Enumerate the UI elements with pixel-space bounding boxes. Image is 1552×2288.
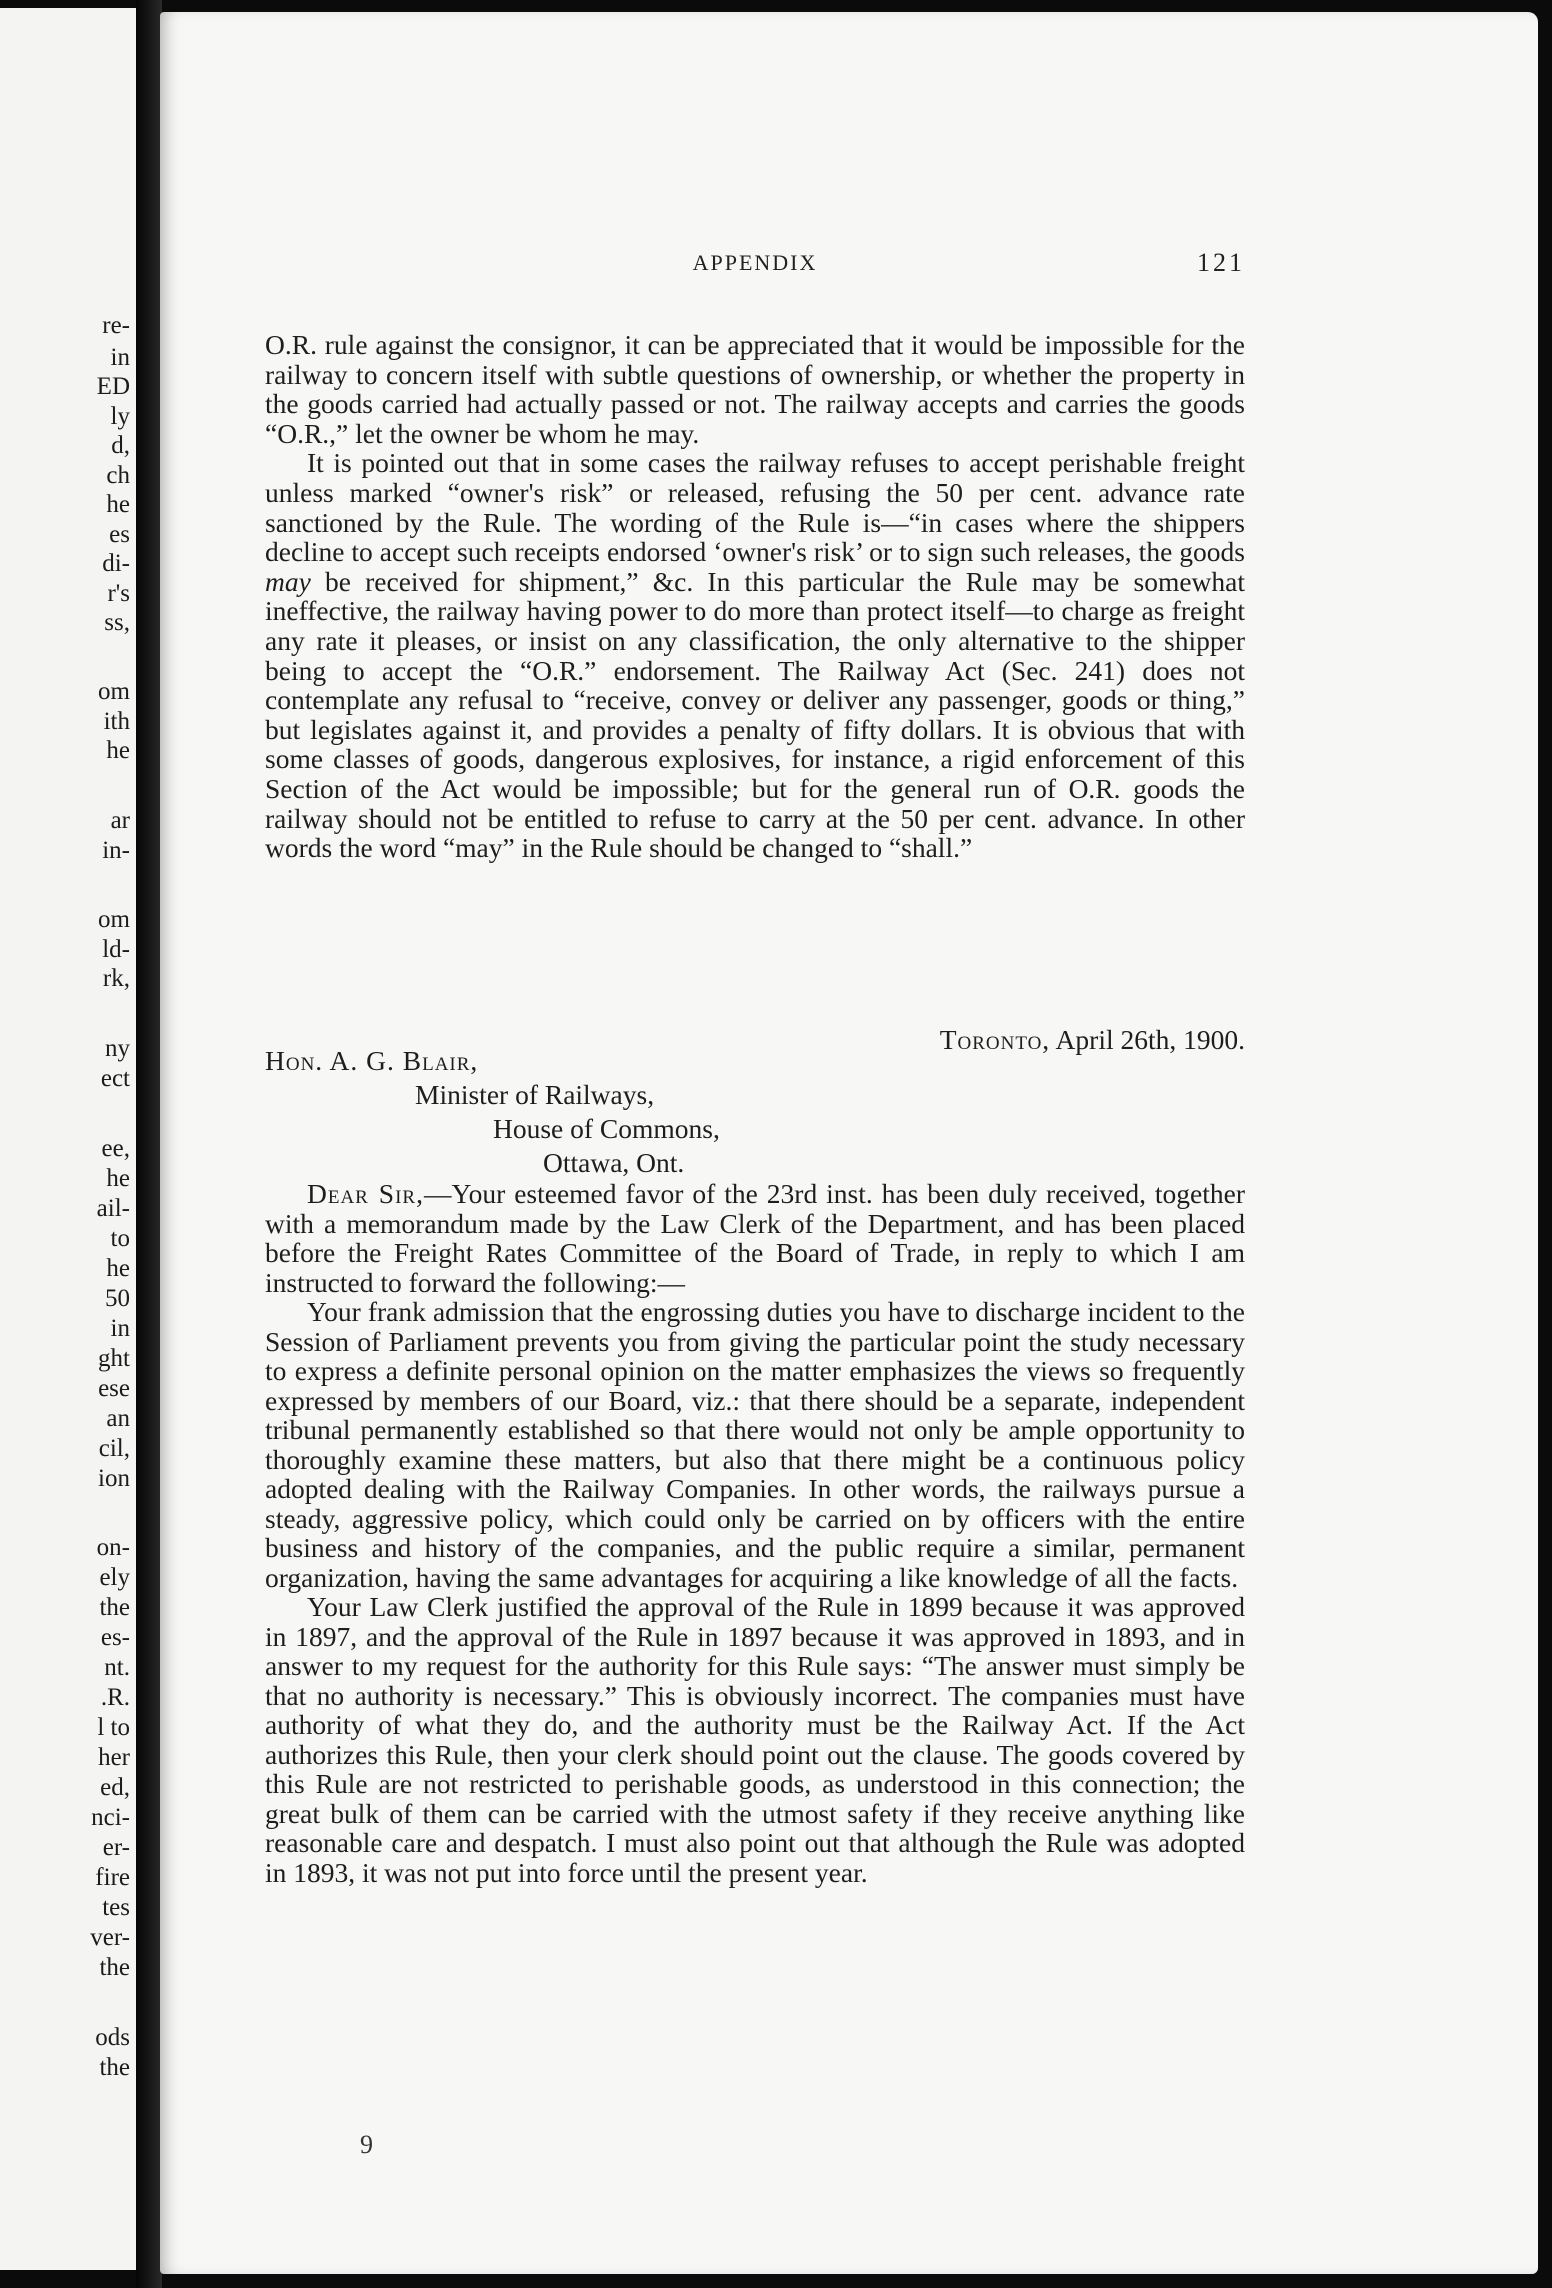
facing-page-text-fragment: ly xyxy=(110,403,130,430)
facing-page-text-fragment: ver- xyxy=(90,1924,130,1951)
facing-page-text-fragment: re- xyxy=(102,312,130,339)
facing-page-text-fragment: l to xyxy=(97,1714,130,1741)
salutation: Dear Sir, xyxy=(307,1178,424,1209)
inside-address xyxy=(265,1044,1245,1180)
facing-page-text-fragment: ect xyxy=(100,1065,130,1092)
facing-page-text-fragment: es xyxy=(109,521,130,548)
book-gutter xyxy=(136,0,162,2288)
facing-page-text-fragment: her xyxy=(98,1744,130,1771)
facing-page-text-fragment: d, xyxy=(111,432,130,459)
page-number: 121 xyxy=(1197,248,1245,277)
facing-page-text-fragment: ee, xyxy=(101,1135,130,1162)
signature-mark: 9 xyxy=(360,2130,373,2159)
facing-page-text-fragment: to xyxy=(110,1225,130,1252)
paragraph-continued: O.R. rule against the consignor, it can be appreciated that it would be impossible for the railway to concern itself with subtle questions of ownership, or whether the property in the goods carried had actually passed or not. The railway accepts and carries the goods “O.R.,” let the owner be whom he may. xyxy=(265,329,1245,449)
facing-page-text-fragment: the xyxy=(99,1954,130,1981)
facing-page-text-fragment: an xyxy=(106,1405,130,1432)
paragraph-text-part: be received for shipment,” &c. In this particular the Rule may be somewhat ineffective, the railway having power to do more than protect itself—to charge as freight any rate it pleases, or insist on any classification, the only alternative to the shipper being to accept the “O.R.” endorsement. The Railway Act (Sec. 241) does not contemplate any refusal to “receive, convey or deliver any passenger, goods or thing,” but legislates against it, and provides a penalty of fifty dollars. It is obvious that with some classes of goods, dangerous explosives, for instance, a rigid enforcement of this Section of the Act would be impossible; but for the general run of O.R. goods the railway should not be entitled to refuse to carry at the 50 per cent. advance. In other words the word “may” in the Rule should be changed to “shall.” xyxy=(265,565,1246,864)
book-page xyxy=(160,12,1538,2274)
facing-page-text-fragment: .R. xyxy=(100,1684,130,1711)
facing-page-text-fragment: on- xyxy=(96,1534,130,1561)
dateline-date: April 26th, 1900. xyxy=(1055,1024,1245,1055)
facing-page-text-fragment: 50 xyxy=(105,1285,130,1312)
address-line: Minister of Railways, xyxy=(415,1079,655,1110)
facing-page-text-fragment: he xyxy=(106,1165,130,1192)
letter-body xyxy=(265,1179,1245,1887)
facing-page-text-fragment: in- xyxy=(102,837,130,864)
letter-paragraph: Your frank admission that the engrossing duties you have to discharge incident to the Session of Parliament prevents you from giving the particular point the study necessary to express a definite personal opinion on the matter emphasizes the views so frequently expressed by members of our Board, viz.: that there should be a separate, independent tribunal permanently established so that there would not only be ample opportunity to thoroughly examine these matters, but also that there might be a continuous policy adopted dealing with the Railway Companies. In other words, the railways pursue a steady, aggressive policy, which could only be carried on by officers with the entire business and history of the companies, and the public require a similar, permanent organization, having the same advantages for acquiring a like knowledge of all the facts. xyxy=(265,1296,1245,1593)
facing-page-text-fragment: nci- xyxy=(91,1804,130,1831)
facing-page-text-fragment: om xyxy=(98,678,130,705)
facing-page-text-fragment: ion xyxy=(98,1465,130,1492)
facing-page-text-fragment: he xyxy=(106,737,130,764)
facing-page-text-fragment: ght xyxy=(98,1345,130,1372)
body-text-top xyxy=(265,330,1245,863)
facing-page-text-fragment: di- xyxy=(102,550,130,577)
facing-page-text-fragment: ld- xyxy=(102,936,130,963)
facing-page-text-fragment: ss, xyxy=(104,609,130,636)
letter-paragraph xyxy=(265,1179,1245,1297)
facing-page-text-fragment: ny xyxy=(105,1035,130,1062)
facing-page-text-fragment: om xyxy=(98,906,130,933)
facing-page-text-fragment: nt. xyxy=(104,1654,130,1681)
addressee-name: Hon. A. G. Blair, xyxy=(265,1045,479,1076)
facing-page-text-fragment: the xyxy=(99,2054,130,2081)
facing-page-text-fragment: ail- xyxy=(96,1195,130,1222)
paragraph-perishable-freight xyxy=(265,448,1245,862)
facing-page-text-fragment: ese xyxy=(98,1375,130,1402)
facing-page-text-fragment: er- xyxy=(102,1834,130,1861)
facing-page-text-fragment: ods xyxy=(95,2024,130,2051)
facing-page-text-fragment: ith xyxy=(103,708,130,735)
address-line: House of Commons, xyxy=(493,1113,720,1144)
address-line: Ottawa, Ont. xyxy=(543,1147,685,1178)
facing-page-text-fragment: tes xyxy=(102,1894,130,1921)
running-head-title: APPENDIX xyxy=(692,250,818,275)
facing-page-fragment xyxy=(0,8,138,2270)
running-head xyxy=(265,250,1245,282)
letter-paragraph-text: —Your esteemed favor of the 23rd inst. has been duly received, together with a memorandum made by the Law Clerk of the Department, and has been placed before the Freight Rates Committee of the Board of Trade, in reply to which I am instructed to forward the following:— xyxy=(265,1178,1246,1298)
facing-page-text-fragment: in xyxy=(110,1315,130,1342)
facing-page-text-fragment: in xyxy=(110,344,130,371)
facing-page-text-fragment: es- xyxy=(100,1624,130,1651)
facing-page-text-fragment: rk, xyxy=(102,965,130,992)
facing-page-text-fragment: the xyxy=(99,1594,130,1621)
facing-page-text-fragment: ar xyxy=(110,807,130,834)
facing-page-text-fragment: ED xyxy=(96,373,130,400)
emphasis-may: may xyxy=(265,565,311,597)
facing-page-text-fragment: he xyxy=(106,1255,130,1282)
facing-page-text-fragment: ed, xyxy=(100,1774,130,1801)
facing-page-text-fragment: ely xyxy=(99,1564,130,1591)
paragraph-text-part: It is pointed out that in some cases the railway refuses to accept perishable freight unless marked “owner's risk” or released, refusing the 50 per cent. advance rate sanctioned by the Rule. The wording of the Rule is—“in cases where the shippers decline to accept such receipts endorsed ‘owner's risk’ or to sign such releases, the goods xyxy=(265,447,1245,568)
facing-page-text-fragment: he xyxy=(106,491,130,518)
facing-page-text-fragment: ch xyxy=(106,462,130,489)
facing-page-text-fragment: cil, xyxy=(98,1435,130,1462)
facing-page-text-fragment: fire xyxy=(95,1864,130,1891)
letter-paragraph: Your Law Clerk justified the approval of the Rule in 1899 because it was approved in 1897, and the approval of the Rule in 1897 because it was approved in 1893, and in answer to my request for the authority for this Rule says: “The answer must simply be that no authority is necessary.” This is obviously incorrect. The companies must have authority of what they do, and the authority must be the Railway Act. If the Act authorizes this Rule, then your clerk should point out the clause. The goods covered by this Rule are not restricted to perishable goods, as understood in this connection; the great bulk of them can be carried with the utmost safety if they receive anything like reasonable care and despatch. I must also point out that although the Rule was adopted in 1893, it was not put into force until the present year. xyxy=(265,1591,1245,1888)
dateline-place: Toronto, xyxy=(939,1024,1051,1055)
facing-page-text-fragment: r's xyxy=(107,580,130,607)
